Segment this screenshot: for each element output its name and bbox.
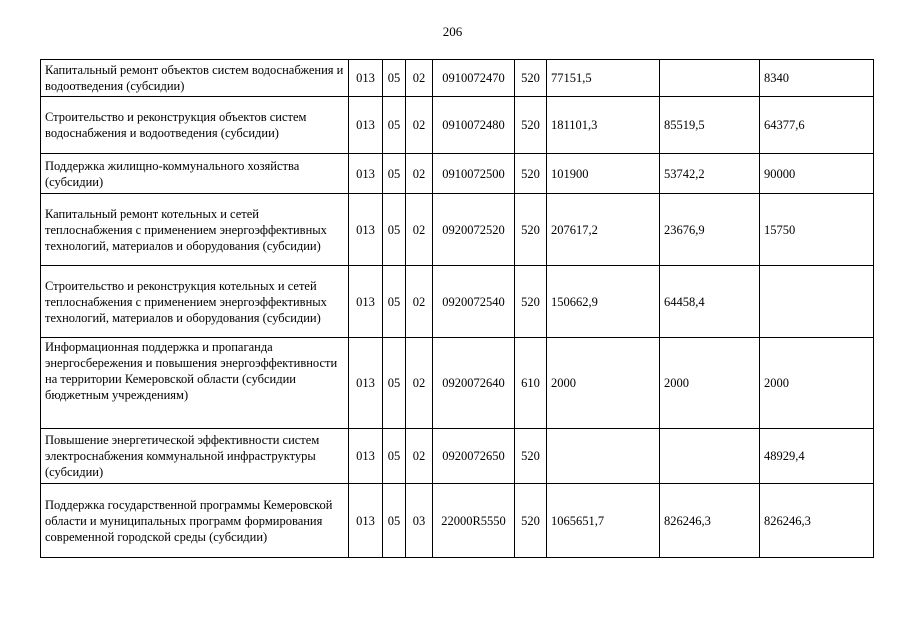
amount-3: 64377,6 [760,97,874,154]
item-name: Повышение энергетической эффективности систем электроснабжения коммунальной инфраструктуры (субсидии) [41,429,349,484]
amount-3 [760,266,874,338]
expense-type: 520 [515,429,547,484]
target-article: 0920072520 [433,194,515,266]
ministry-code: 013 [349,484,383,558]
table-row [41,60,874,97]
expense-type: 520 [515,194,547,266]
subsection-code: 03 [406,484,433,558]
target-article: 0920072640 [433,338,515,429]
amount-3: 48929,4 [760,429,874,484]
target-article: 0910072500 [433,154,515,194]
item-name: Поддержка государственной программы Кемеровской области и муниципальных программ формирования современной городской среды (субсидии) [41,484,349,558]
item-name: Капитальный ремонт объектов систем водоснабжения и водоотведения (субсидии) [41,60,349,97]
amount-1: 101900 [547,154,660,194]
target-article: 0920072650 [433,429,515,484]
amount-3: 2000 [760,338,874,429]
item-name: Строительство и реконструкция объектов систем водоснабжения и водоотведения (субсидии) [41,97,349,154]
amount-1: 207617,2 [547,194,660,266]
item-name: Капитальный ремонт котельных и сетей теплоснабжения с применением энергоэффективных технологий, материалов и оборудования (субсидии) [41,194,349,266]
target-article: 22000R5550 [433,484,515,558]
ministry-code: 013 [349,338,383,429]
ministry-code: 013 [349,194,383,266]
amount-1: 1065651,7 [547,484,660,558]
section-code: 05 [383,194,406,266]
section-code: 05 [383,97,406,154]
expense-type: 520 [515,60,547,97]
subsection-code: 02 [406,194,433,266]
amount-2: 826246,3 [660,484,760,558]
target-article: 0910072470 [433,60,515,97]
amount-2: 64458,4 [660,266,760,338]
amount-2 [660,429,760,484]
table-row [41,154,874,194]
amount-1: 2000 [547,338,660,429]
amount-3: 8340 [760,60,874,97]
item-name: Строительство и реконструкция котельных и сетей теплоснабжения с применением энергоэффективных технологий, материалов и оборудования (субсидии) [41,266,349,338]
amount-3: 90000 [760,154,874,194]
amount-1 [547,429,660,484]
table-row [41,266,874,338]
amount-3: 15750 [760,194,874,266]
amount-2 [660,60,760,97]
subsection-code: 02 [406,429,433,484]
amount-2: 85519,5 [660,97,760,154]
table-body [41,60,874,558]
page-number: 206 [442,24,463,39]
amount-3: 826246,3 [760,484,874,558]
table-row [41,338,874,429]
target-article: 0910072480 [433,97,515,154]
section-code: 05 [383,60,406,97]
item-name: Информационная поддержка и пропаганда энергосбережения и повышения энергоэффективности на территории Кемеровской области (субсидии бюджетным учреждениям) [41,338,349,429]
budget-table [40,59,874,558]
table-row [41,484,874,558]
ministry-code: 013 [349,97,383,154]
expense-type: 520 [515,97,547,154]
expense-type: 610 [515,338,547,429]
table-row [41,194,874,266]
subsection-code: 02 [406,97,433,154]
section-code: 05 [383,338,406,429]
subsection-code: 02 [406,60,433,97]
expense-type: 520 [515,484,547,558]
amount-1: 181101,3 [547,97,660,154]
ministry-code: 013 [349,429,383,484]
section-code: 05 [383,484,406,558]
amount-1: 150662,9 [547,266,660,338]
expense-type: 520 [515,154,547,194]
section-code: 05 [383,154,406,194]
amount-2: 2000 [660,338,760,429]
expense-type: 520 [515,266,547,338]
item-name: Поддержка жилищно-коммунального хозяйства (субсидии) [41,154,349,194]
section-code: 05 [383,266,406,338]
subsection-code: 02 [406,154,433,194]
table-row [41,429,874,484]
amount-1: 77151,5 [547,60,660,97]
table-row [41,97,874,154]
subsection-code: 02 [406,338,433,429]
amount-2: 23676,9 [660,194,760,266]
ministry-code: 013 [349,154,383,194]
target-article: 0920072540 [433,266,515,338]
ministry-code: 013 [349,266,383,338]
subsection-code: 02 [406,266,433,338]
amount-2: 53742,2 [660,154,760,194]
section-code: 05 [383,429,406,484]
ministry-code: 013 [349,60,383,97]
